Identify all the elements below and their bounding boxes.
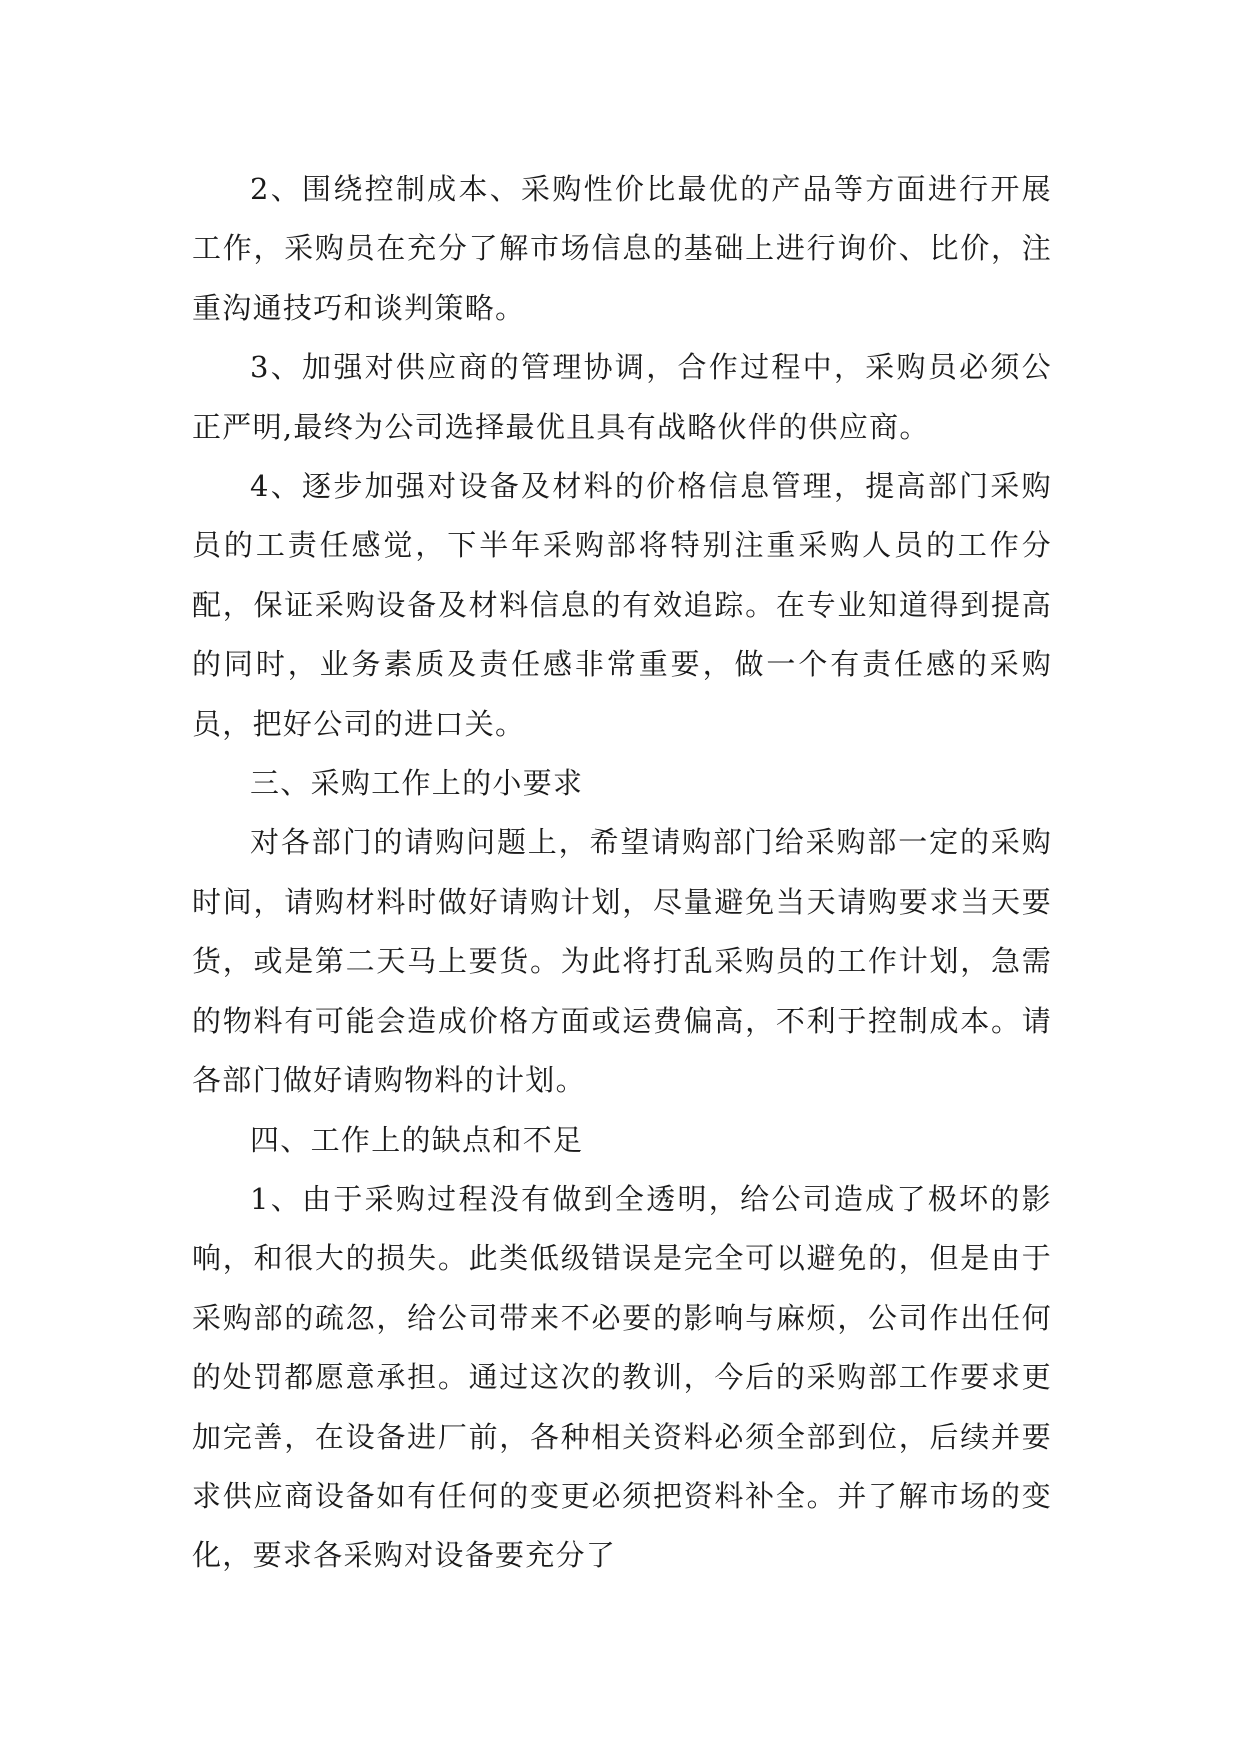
paragraph-supplier-management: 3、加强对供应商的管理协调，合作过程中，采购员必须公正严明,最终为公司选择最优且具有战略伙伴的供应商。 (192, 350, 1052, 444)
document-body (192, 160, 1052, 1586)
paragraph-cost-control: 2、围绕控制成本、采购性价比最优的产品等方面进行开展工作，采购员在充分了解市场信息的基础上进行询价、比价，注重沟通技巧和谈判策略。 (192, 172, 1052, 325)
section-heading-shortcomings: 四、工作上的缺点和不足 (250, 1122, 584, 1157)
paragraph-price-information: 4、逐步加强对设备及材料的价格信息管理，提高部门采购员的工责任感觉，下半年采购部将特别注重采购人员的工作分配，保证采购设备及材料信息的有效追踪。在专业知道得到提高的同时，业务素质及责任感非常重要，做一个有责任感的采购员，把好公司的进口关。 (192, 469, 1052, 741)
paragraph-transparency: 1、由于采购过程没有做到全透明，给公司造成了极坏的影响，和很大的损失。此类低级错误是完全可以避免的，但是由于采购部的疏忽，给公司带来不必要的影响与麻烦，公司作出任何的处罚都愿意承担。通过这次的教训，今后的采购部工作要求更加完善，在设备进厂前，各种相关资料必须全部到位，后续并要求供应商设备如有任何的变更必须把资料补全。并了解市场的变化，要求各采购对设备要充分了 (192, 1181, 1052, 1573)
section-heading-small-requirements: 三、采购工作上的小要求 (250, 766, 584, 801)
paragraph-purchase-requests: 对各部门的请购问题上，希望请购部门给采购部一定的采购时间，请购材料时做好请购计划，尽量避免当天请购要求当天要货，或是第二天马上要货。为此将打乱采购员的工作计划，急需的物料有可能会造成价格方面或运费偏高，不利于控制成本。请各部门做好请购物料的计划。 (192, 825, 1052, 1098)
